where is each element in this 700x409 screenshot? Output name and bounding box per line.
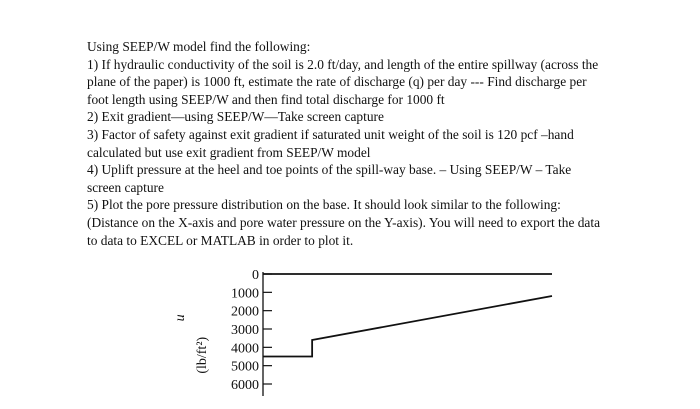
text-line-4: foot length using SEEP/W and then find total discharge for 1000 ft: [87, 91, 445, 107]
y-tick-label: 6000: [231, 378, 259, 393]
text-line-11: (Distance on the X-axis and pore water pressure on the Y-axis). You will need to export the data: [87, 214, 601, 230]
text-line-5: 2) Exit gradient—using SEEP/W—Take screen capture: [87, 109, 384, 125]
y-tick-label: 5000: [231, 359, 259, 375]
text-line-2: 1) If hydraulic conductivity of the soil is 2.0 ft/day, and length of the entire spillway (across the: [87, 56, 599, 72]
pore-pressure-figure: [170, 262, 570, 409]
y-axis-symbol: u: [173, 314, 188, 322]
text-line-7: calculated but use exit gradient from SEEP/W model: [87, 144, 371, 160]
text-line-6: 3) Factor of safety against exit gradient if saturated unit weight of the soil is 120 pcf –hand: [87, 126, 574, 142]
text-line-3: plane of the paper) is 1000 ft, estimate the rate of discharge (q) per day --- Find discharge per: [87, 74, 587, 90]
question-text: [87, 38, 647, 249]
y-tick-label: 0: [252, 268, 259, 283]
text-line-12: to data to EXCEL or MATLAB in order to plot it.: [87, 232, 354, 248]
svg-text:(lb/ft²) u: [173, 314, 210, 373]
text-line-8: 4) Uplift pressure at the heel and toe points of the spill-way base. – Using SEEP/W – Take: [87, 162, 572, 178]
pore-pressure-chart: [170, 262, 570, 409]
pore-pressure-line: [263, 296, 552, 357]
y-axis-ticks: [231, 268, 272, 393]
y-tick-label: 1000: [231, 286, 259, 302]
chart-series: [263, 274, 552, 357]
text-line-1: Using SEEP/W model find the following:: [87, 39, 311, 54]
text-line-9: screen capture: [87, 179, 164, 195]
text-line-10: 5) Plot the pore pressure distribution on the base. It should look similar to the following:: [87, 197, 561, 213]
y-tick-label: 3000: [231, 323, 259, 338]
y-axis-label: [173, 314, 210, 373]
y-tick-label: 2000: [231, 304, 259, 320]
y-tick-label: 4000: [231, 341, 259, 357]
y-axis-unit: (lb/ft²): [195, 336, 210, 374]
